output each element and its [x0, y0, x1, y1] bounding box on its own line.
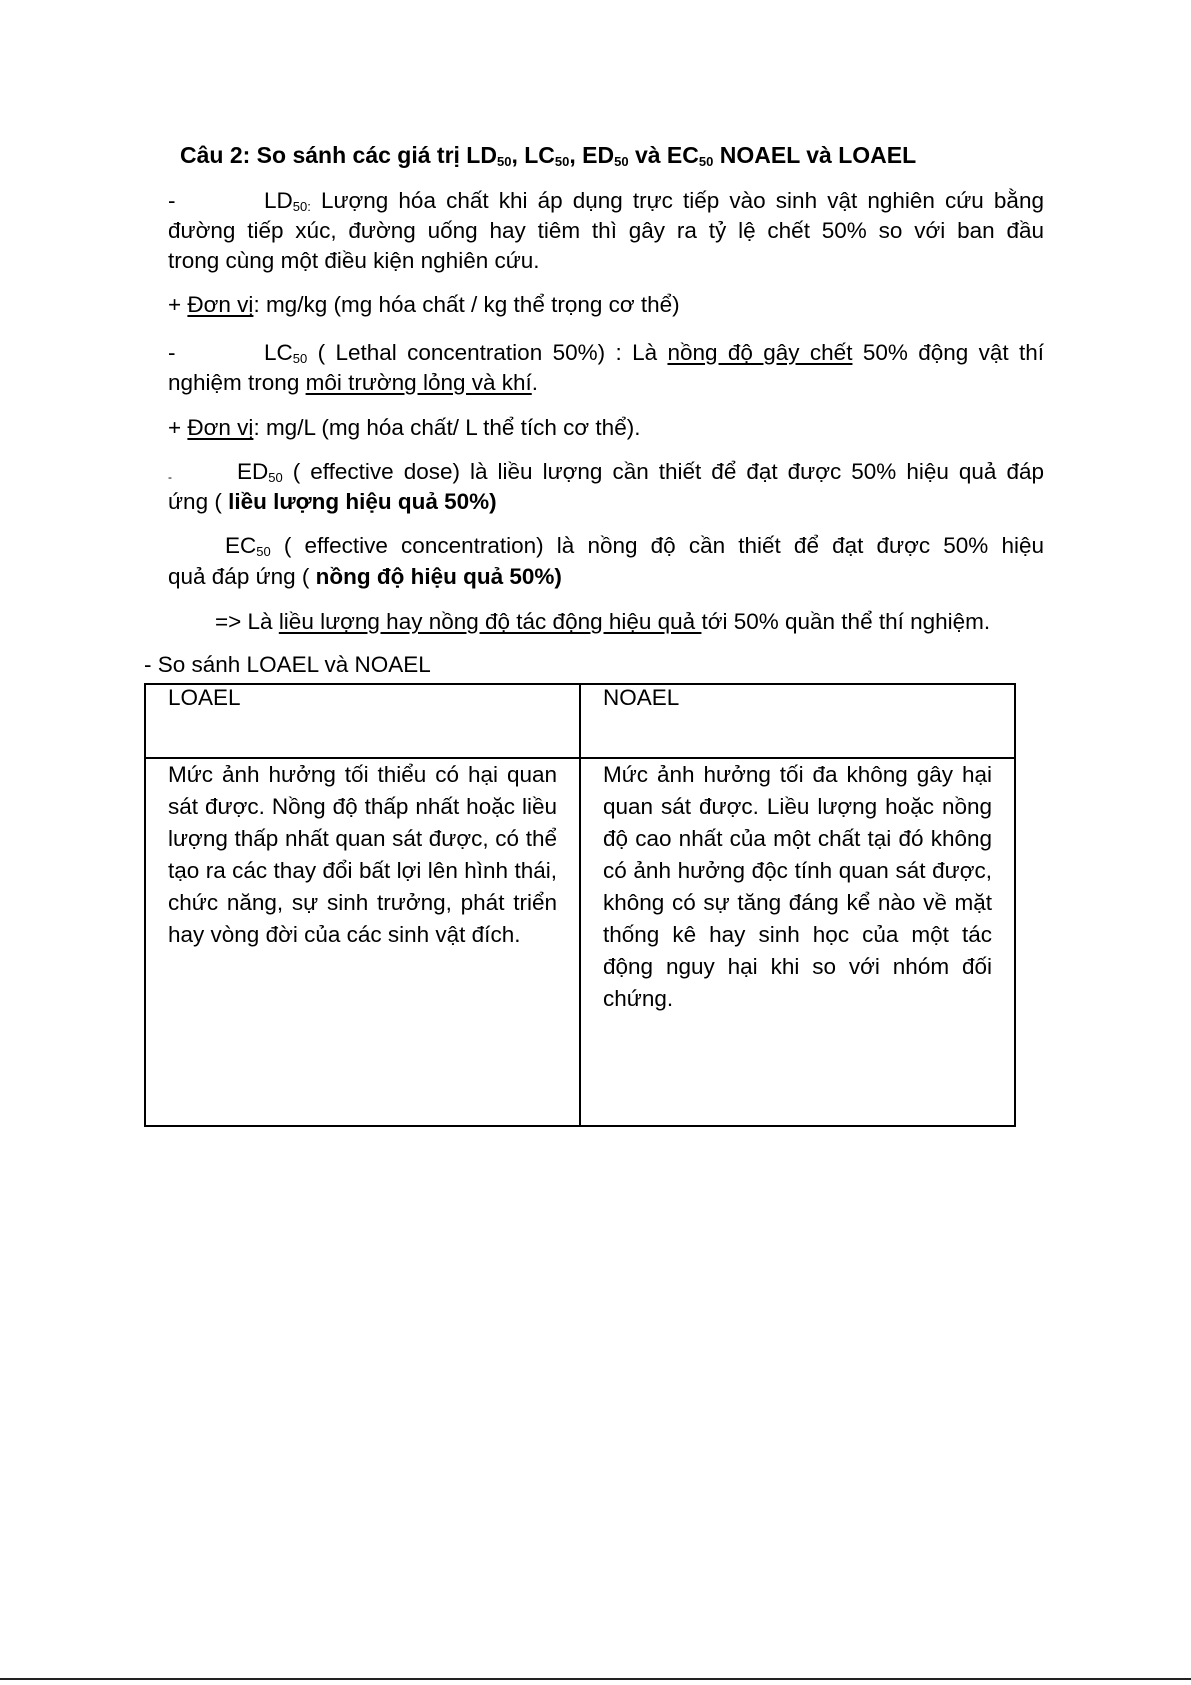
ed50-bullet: -	[168, 470, 172, 484]
ec50-line1: $EC_{50}$ ( effective concentration) là nồng độ cần thiết để đạt được 50% hiệu	[225, 533, 1044, 559]
ld50-line3: trong cùng một điều kiện nghiên cứu.	[168, 248, 540, 273]
ld50-bullet: -	[168, 188, 176, 213]
loael-cell	[145, 758, 580, 1126]
ec50-line2: quả đáp ứng ( nồng độ hiệu quả 50%)	[168, 564, 562, 589]
conclusion: => Là liều lượng hay nồng độ tác động hiệu quả tới 50% quần thể thí nghiệm.	[215, 609, 991, 634]
loael-description: Mức ảnh hưởng tối thiểu có hại quan sát được. Nồng độ thấp nhất hoặc liều lượng thấp nhất quan sát được, có thể tạo ra các thay đổi bất lợi lên hình thái, chức năng, sự sinh trưởng, phát triển hay vòng đời của các sinh vật đích.	[168, 762, 557, 947]
table-header-row	[145, 684, 1015, 758]
ed50-line2: ứng ( liều lượng hiệu quả 50%)	[168, 489, 497, 514]
page-bottom-divider	[0, 1678, 1191, 1680]
noael-cell	[580, 758, 1015, 1126]
page-title: Câu 2: So sánh các giá trị $LD_{50}$, $LC_{50}$, $ED_{50}$ và $EC_{50}$ NOAEL và LOAEL	[180, 142, 917, 169]
noael-description: Mức ảnh hưởng tối đa không gây hại quan sát được. Liều lượng hoặc nồng độ cao nhất của một chất tại đó không có ảnh hưởng độc tính quan sát được, không có sự tăng đáng kể nào về mặt thống kê hay sinh học của một tác động nguy hại khi so với nhóm đối chứng.	[603, 762, 992, 1011]
lc50-line1: $LC_{50}$ ( Lethal concentration 50%) : Là nồng độ gây chết 50% động vật thí	[264, 340, 1045, 366]
comparison-table	[144, 683, 1016, 1127]
lc50-line2: nghiệm trong môi trường lỏng và khí.	[168, 370, 539, 395]
table-row	[145, 758, 1015, 1126]
ld50-unit: + Đơn vị: mg/kg (mg hóa chất / kg thể trọng cơ thể)	[168, 292, 680, 317]
ed50-line1: $ED_{50}$ ( effective dose) là liều lượng cần thiết để đạt được 50% hiệu quả đáp	[237, 459, 1044, 485]
ld50-line2: đường tiếp xúc, đường uống hay tiêm thì gây ra tỷ lệ chết 50% so với ban đầu	[168, 218, 1044, 243]
header-noael: NOAEL	[580, 684, 1015, 758]
compare-heading: - So sánh LOAEL và NOAEL	[144, 652, 431, 677]
ld50-term: $LD_{50:}$	[264, 188, 311, 214]
lc50-unit: + Đơn vị: mg/L (mg hóa chất/ L thể tích cơ thể).	[168, 415, 641, 440]
lc50-bullet: -	[168, 340, 176, 365]
ld50-line1: Lượng hóa chất khi áp dụng trực tiếp vào sinh vật nghiên cứu bằng	[320, 188, 1044, 213]
header-loael: LOAEL	[145, 684, 580, 758]
